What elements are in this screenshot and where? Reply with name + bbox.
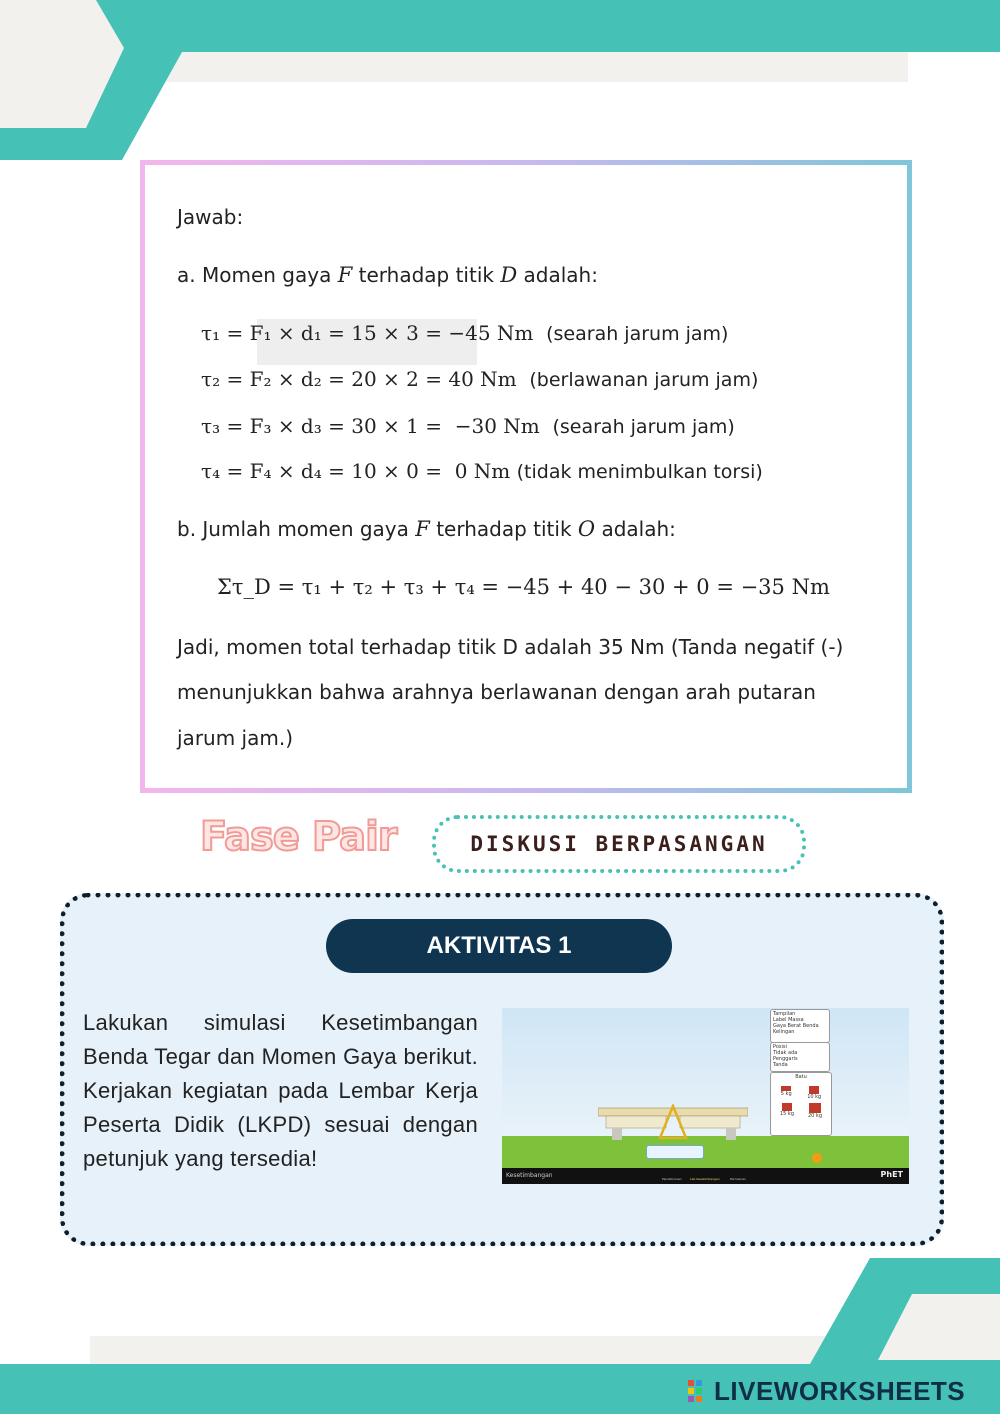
mass-item[interactable] xyxy=(780,1103,794,1119)
answer-heading: Jawab: xyxy=(177,205,244,229)
mass-label: 20 kg xyxy=(807,1113,823,1119)
mass-panel[interactable] xyxy=(770,1072,832,1136)
mass-item[interactable] xyxy=(781,1086,792,1100)
sim-tab[interactable]: Pendahuluan xyxy=(662,1177,682,1181)
part-a-question: a. Momen gaya F terhadap titik D adalah: xyxy=(177,263,598,287)
seesaw-plank xyxy=(598,1104,748,1144)
phet-logo: PhET xyxy=(880,1170,903,1179)
activity-instructions: Lakukan simulasi Kesetimbangan Benda Tegar dan Momen Gaya berikut. Kerjakan kegiatan pada Lembar Kerja Peserta Didik (LKPD) sesuai dengan petunjuk yang tersedia! xyxy=(83,1010,478,1171)
equation-row: τ₁ = F₁ × d₁ = 15 × 3 = −45 Nm (searah jarum jam) xyxy=(201,321,729,345)
simulation-screenshot[interactable] xyxy=(502,1008,909,1184)
part-b-question: b. Jumlah momen gaya F terhadap titik O adalah: xyxy=(177,517,676,541)
header-corner-notch xyxy=(0,0,130,130)
conclusion-line: menunjukkan bahwa arahnya berlawanan dengan arah putaran xyxy=(177,680,816,704)
position-option[interactable]: Tidak ada xyxy=(773,1050,798,1056)
phase-badge: DISKUSI BERPASANGAN xyxy=(432,815,806,873)
position-option[interactable]: Tanda xyxy=(773,1062,788,1068)
equation-row: τ₂ = F₂ × d₂ = 20 × 2 = 40 Nm (berlawanan jarum jam) xyxy=(201,367,759,391)
sum-equation: Στ_D = τ₁ + τ₂ + τ₃ + τ₄ = −45 + 40 − 30 + 0 = −35 Nm xyxy=(217,575,830,599)
display-panel[interactable] xyxy=(770,1009,830,1043)
activity-title: AKTIVITAS 1 xyxy=(326,919,672,973)
reset-button[interactable] xyxy=(812,1153,822,1163)
display-option[interactable]: Kelingan xyxy=(773,1029,795,1035)
phase-title: Fase Pair xyxy=(200,814,397,860)
mass-label: 10 kg xyxy=(807,1094,822,1100)
equation-row: τ₄ = F₄ × d₄ = 10 × 0 = 0 Nm (tidak menimbulkan torsi) xyxy=(201,459,763,483)
mass-item[interactable] xyxy=(808,1103,822,1119)
position-option[interactable]: Penggaris xyxy=(773,1056,798,1062)
play-controls[interactable] xyxy=(646,1145,704,1159)
sim-tab[interactable]: Permainan xyxy=(730,1177,746,1181)
mass-label: 15 kg xyxy=(779,1111,795,1117)
header-teal-shape xyxy=(0,0,1000,170)
display-option[interactable]: Label Massa xyxy=(773,1017,804,1023)
mass-panel-title: Batu xyxy=(795,1074,807,1080)
brand-text: LIVEWORKSHEETS xyxy=(714,1375,966,1406)
conclusion-line: Jadi, momen total terhadap titik D adalah 35 Nm (Tanda negatif (-) xyxy=(177,635,844,659)
sim-app-name: Kesetimbangan xyxy=(506,1172,553,1179)
display-panel-title: Tampilan xyxy=(773,1011,796,1017)
position-panel[interactable] xyxy=(770,1042,830,1072)
brand-icon xyxy=(688,1378,710,1404)
mass-item[interactable] xyxy=(807,1086,821,1100)
sim-nav-bar xyxy=(502,1168,909,1184)
sim-tab[interactable]: Lab Kesetimbangan xyxy=(690,1177,720,1181)
answer-box xyxy=(140,160,912,793)
display-option[interactable]: Gaya Berat Benda xyxy=(773,1023,819,1029)
conclusion-line: jarum jam.) xyxy=(177,726,294,750)
liveworksheets-logo xyxy=(688,1374,965,1408)
equation-row: τ₃ = F₃ × d₃ = 30 × 1 = −30 Nm (searah jarum jam) xyxy=(201,414,735,438)
mass-label: 5 kg xyxy=(780,1091,792,1097)
position-panel-title: Posisi xyxy=(773,1044,787,1050)
